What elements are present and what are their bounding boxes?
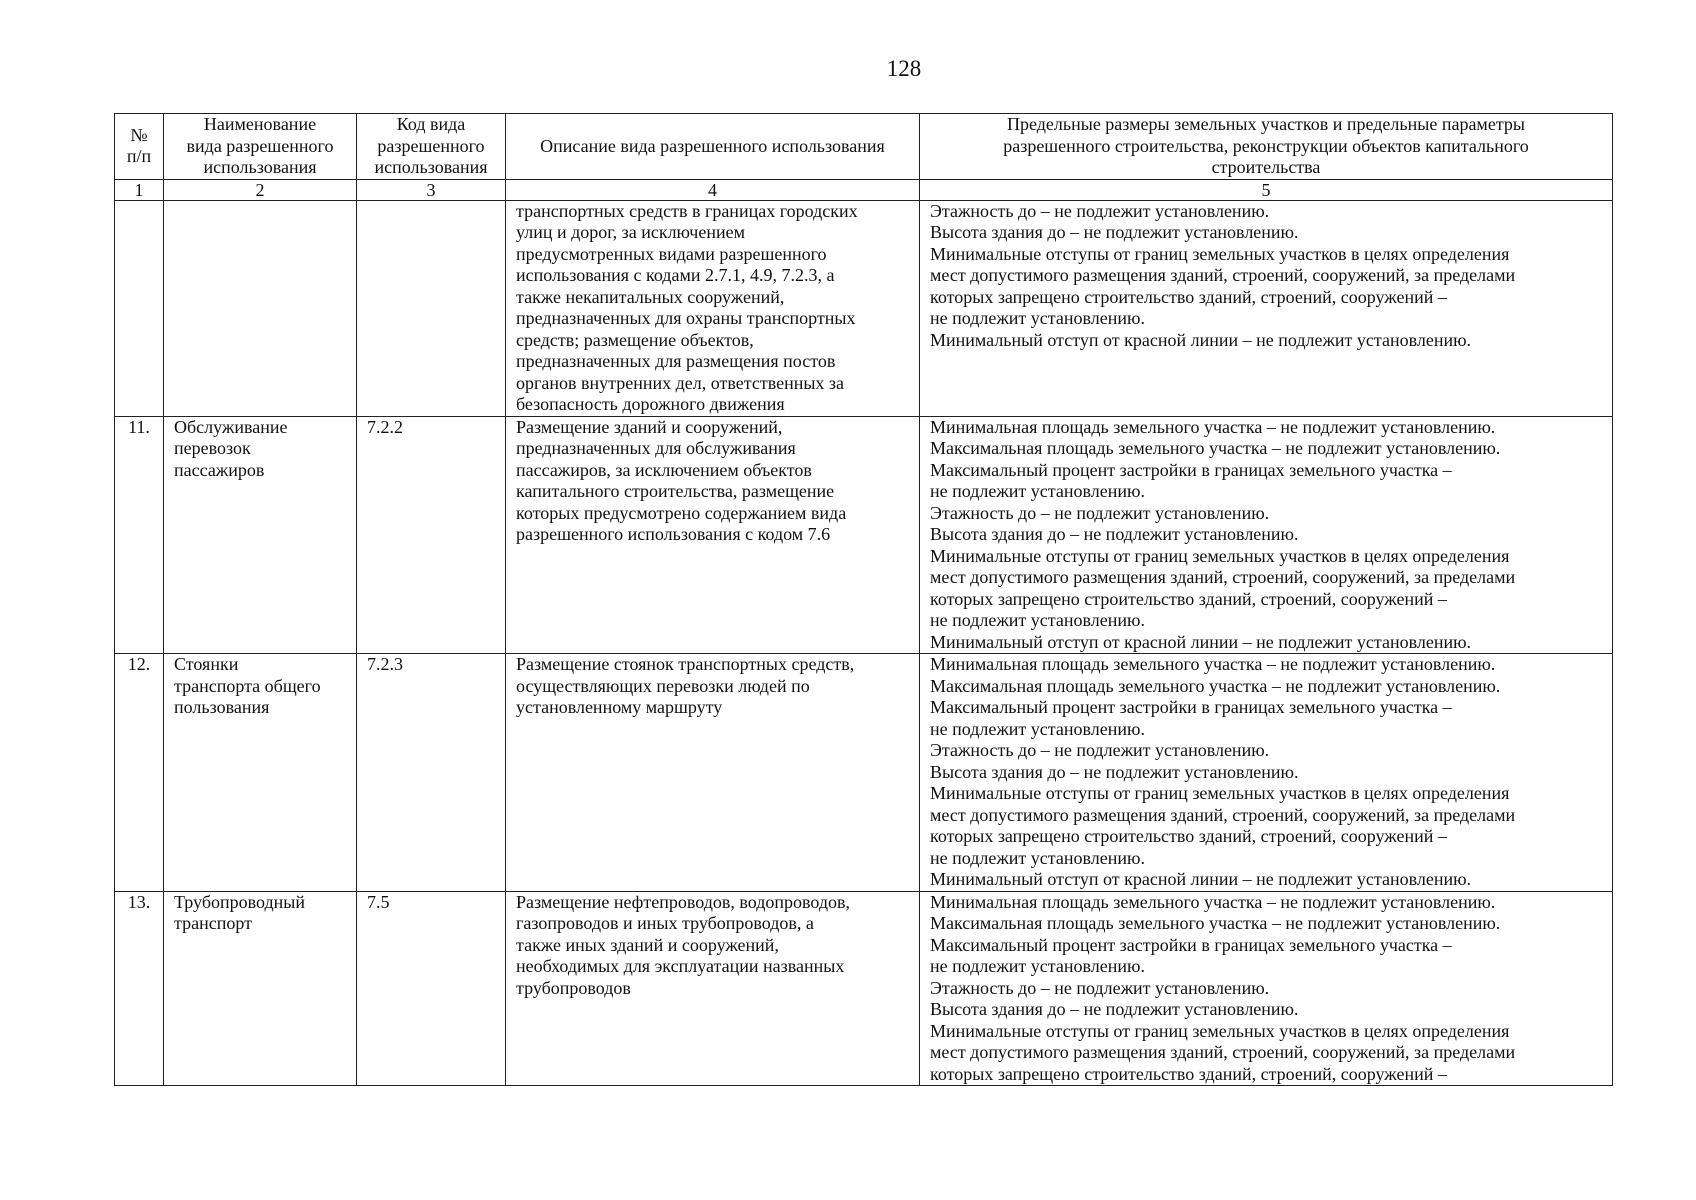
parameter-line: Этажность до – не подлежит установлению.: [930, 977, 1270, 998]
use-parameters: [920, 891, 1613, 1086]
column-index: 5: [920, 179, 1613, 200]
header-text-line: Наименование: [203, 114, 317, 134]
use-name-line: пользования: [174, 697, 270, 717]
parameter-line: Максимальный процент застройки в границах земельного участка –: [930, 459, 1452, 480]
parameter-line: Минимальный отступ от красной линии – не подлежит установлению.: [930, 869, 1472, 889]
row-number: 12.: [115, 654, 164, 892]
header-text-line: п/п: [126, 146, 152, 167]
parameter-line: Максимальный процент застройки в границах земельного участка –: [930, 934, 1452, 955]
description-line: органов внутренних дел, ответственных за: [516, 372, 845, 393]
description-line: трубопроводов: [516, 977, 631, 998]
header-text-line: разрешенного строительства, реконструкции объектов капитального: [1003, 135, 1529, 156]
description-line: капитального строительства, размещение: [516, 481, 835, 501]
parameter-line: не подлежит установлению.: [930, 847, 1145, 868]
parameter-line: Минимальный отступ от красной линии – не подлежит установлению.: [930, 329, 1472, 350]
parameter-line: Максимальная площадь земельного участка – не подлежит установлению.: [930, 675, 1501, 696]
parameter-line: Этажность до – не подлежит установлению.: [930, 740, 1270, 760]
use-code: 7.5: [357, 891, 506, 1086]
header-text-line: строительства: [1211, 157, 1321, 177]
use-name-line: перевозок: [174, 438, 251, 458]
description-line: необходимых для эксплуатации названных: [516, 956, 845, 976]
land-use-table: [114, 113, 1613, 1086]
description-line: средств; размещение объектов,: [516, 329, 754, 350]
table-header-row: [115, 114, 1613, 180]
description-line: установленному маршруту: [516, 697, 723, 717]
page-number: 128: [886, 56, 922, 81]
description-line: разрешенного использования с кодом 7.6: [516, 524, 831, 544]
use-description: [506, 891, 920, 1086]
use-name: [164, 416, 357, 654]
description-line: осуществляющих перевозки людей по: [516, 675, 810, 696]
header-text-line: №: [130, 124, 148, 145]
parameter-line: которых запрещено строительство зданий, строений, сооружений –: [930, 588, 1447, 609]
header-params: [920, 114, 1613, 180]
use-parameters: [920, 654, 1613, 892]
parameter-line: Минимальные отступы от границ земельных участков в целях определения: [930, 783, 1510, 803]
parameter-line: не подлежит установлению.: [930, 956, 1145, 976]
row-number: 13.: [115, 891, 164, 1086]
parameter-line: мест допустимого размещения зданий, строений, сооружений, за пределами: [930, 804, 1516, 825]
parameter-line: Минимальная площадь земельного участка – не подлежит установлению.: [930, 416, 1496, 437]
parameter-line: не подлежит установлению.: [930, 308, 1145, 328]
use-description: [506, 200, 920, 416]
header-num: [115, 114, 164, 180]
parameter-line: Максимальная площадь земельного участка – не подлежит установлению.: [930, 913, 1501, 933]
table-body: [115, 200, 1613, 1086]
parameter-line: Этажность до – не подлежит установлению.: [930, 502, 1270, 523]
description-line: улиц и дорог, за исключением: [516, 222, 745, 242]
table-row: [115, 891, 1613, 1086]
use-name: [164, 200, 357, 416]
parameter-line: которых запрещено строительство зданий, строений, сооружений –: [930, 1063, 1447, 1084]
use-name-line: Обслуживание: [174, 416, 288, 437]
parameter-line: которых запрещено строительство зданий, строений, сооружений –: [930, 826, 1447, 846]
use-name-line: транспорт: [174, 913, 252, 933]
parameter-line: Минимальные отступы от границ земельных участков в целях определения: [930, 1020, 1510, 1041]
header-code: [357, 114, 506, 180]
description-line: предусмотренных видами разрешенного: [516, 243, 827, 264]
description-line: использования с кодами 2.7.1, 4.9, 7.2.3, а: [516, 265, 835, 285]
use-name-line: транспорта общего: [174, 675, 321, 696]
table-row: [115, 654, 1613, 892]
header-text-line: использования: [374, 157, 488, 177]
use-parameters: [920, 200, 1613, 416]
parameter-line: Минимальная площадь земельного участка – не подлежит установлению.: [930, 654, 1496, 674]
header-text-line: вида разрешенного: [186, 135, 334, 156]
use-name-line: Трубопроводный: [174, 891, 306, 912]
parameter-line: Этажность до – не подлежит установлению.: [930, 200, 1270, 221]
parameter-line: Высота здания до – не подлежит установлению.: [930, 524, 1299, 544]
description-line: безопасность дорожного движения: [516, 394, 785, 414]
header-text-line: Код вида: [396, 114, 466, 134]
description-line: предназначенных для обслуживания: [516, 438, 796, 458]
description-line: которых предусмотрено содержанием вида: [516, 502, 847, 523]
parameter-line: не подлежит установлению.: [930, 718, 1145, 739]
parameter-line: Минимальные отступы от границ земельных участков в целях определения: [930, 243, 1510, 264]
parameter-line: Высота здания до – не подлежит установлению.: [930, 999, 1299, 1019]
parameter-line: Минимальная площадь земельного участка – не подлежит установлению.: [930, 891, 1496, 912]
parameter-line: не подлежит установлению.: [930, 610, 1145, 630]
header-text-line: разрешенного: [377, 135, 485, 156]
table-row: [115, 416, 1613, 654]
description-line: транспортных средств в границах городских: [516, 200, 858, 221]
parameter-line: Максимальная площадь земельного участка – не подлежит установлению.: [930, 438, 1501, 458]
use-name-line: Стоянки: [174, 654, 239, 674]
parameter-line: мест допустимого размещения зданий, строений, сооружений, за пределами: [930, 265, 1516, 285]
column-index: 3: [357, 179, 506, 200]
parameter-line: не подлежит установлению.: [930, 481, 1145, 501]
use-name: [164, 891, 357, 1086]
use-description: [506, 654, 920, 892]
description-line: Размещение стоянок транспортных средств,: [516, 654, 855, 674]
parameter-line: Максимальный процент застройки в границах земельного участка –: [930, 697, 1452, 717]
parameter-line: мест допустимого размещения зданий, строений, сооружений, за пределами: [930, 567, 1516, 587]
description-line: пассажиров, за исключением объектов: [516, 459, 812, 480]
description-line: предназначенных для размещения постов: [516, 351, 836, 371]
row-number: 11.: [115, 416, 164, 654]
use-code: 7.2.2: [357, 416, 506, 654]
use-description: [506, 416, 920, 654]
use-parameters: [920, 416, 1613, 654]
header-name: [164, 114, 357, 180]
description-line: Размещение зданий и сооружений,: [516, 416, 783, 437]
table-row: [115, 200, 1613, 416]
row-number: [115, 200, 164, 416]
description-line: предназначенных для охраны транспортных: [516, 308, 856, 328]
column-index-row: [115, 179, 1613, 200]
parameter-line: Высота здания до – не подлежит установлению.: [930, 761, 1299, 782]
header-text-line: Предельные размеры земельных участков и предельные параметры: [1007, 114, 1525, 134]
header-text-line: Описание вида разрешенного использования: [540, 135, 885, 156]
column-index: 1: [115, 179, 164, 200]
use-name-line: пассажиров: [174, 459, 265, 480]
header-description: [506, 114, 920, 180]
description-line: газопроводов и иных трубопроводов, а: [516, 913, 814, 933]
parameter-line: мест допустимого размещения зданий, строений, сооружений, за пределами: [930, 1042, 1516, 1062]
use-code: 7.2.3: [357, 654, 506, 892]
header-text-line: использования: [203, 157, 317, 177]
description-line: также иных зданий и сооружений,: [516, 934, 779, 955]
parameter-line: Высота здания до – не подлежит установлению.: [930, 222, 1299, 242]
parameter-line: Минимальные отступы от границ земельных участков в целях определения: [930, 545, 1510, 566]
parameter-line: Минимальный отступ от красной линии – не подлежит установлению.: [930, 631, 1472, 652]
use-code: [357, 200, 506, 416]
description-line: также некапитальных сооружений,: [516, 286, 785, 307]
column-index: 4: [506, 179, 920, 200]
use-name: [164, 654, 357, 892]
description-line: Размещение нефтепроводов, водопроводов,: [516, 891, 851, 912]
parameter-line: которых запрещено строительство зданий, строений, сооружений –: [930, 286, 1447, 307]
column-index: 2: [164, 179, 357, 200]
